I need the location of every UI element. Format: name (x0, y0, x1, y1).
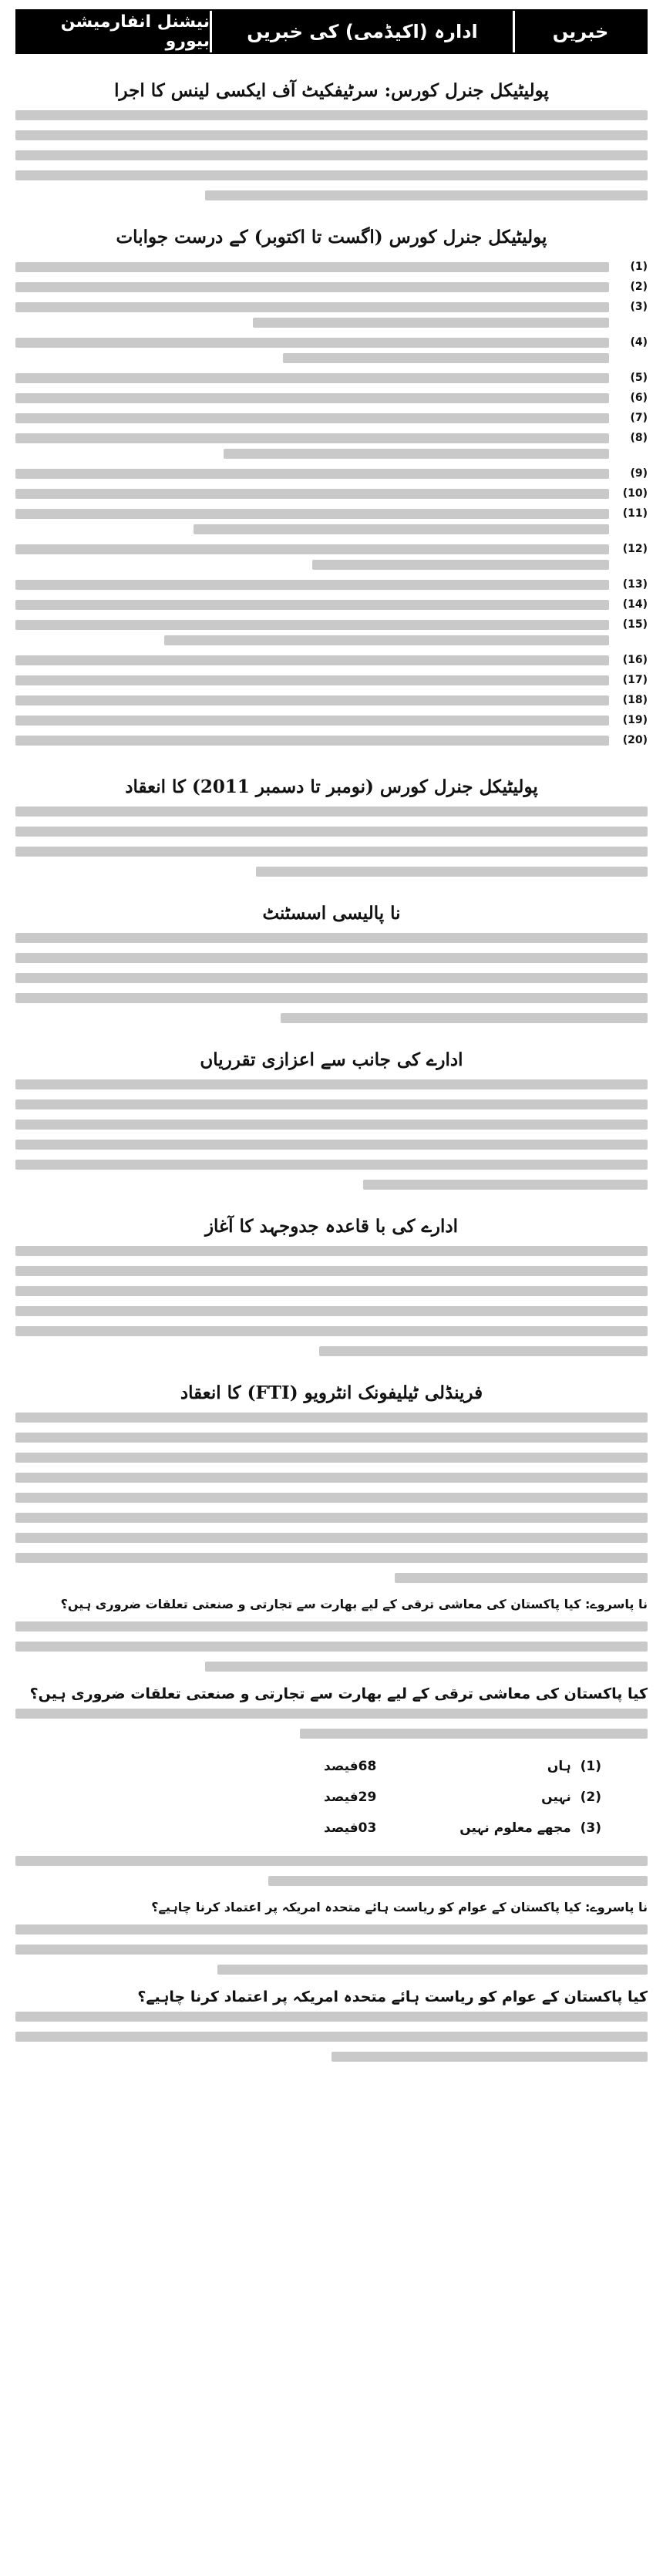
poll-num: (3) (580, 1820, 601, 1836)
text-placeholder (15, 1266, 648, 1276)
list-item: (18) (15, 690, 648, 710)
text-placeholder (194, 524, 609, 534)
text-placeholder (15, 282, 609, 292)
list-item: (1) (15, 257, 648, 277)
header-left-label: نیشنل انفارمیشن بیورو (60, 12, 210, 51)
text-placeholder (15, 1945, 648, 1955)
section-5-body (15, 1079, 648, 1190)
section-8-intro (15, 1621, 648, 1672)
text-placeholder (256, 867, 648, 877)
section-8-after (15, 1856, 648, 1886)
text-placeholder (15, 1621, 648, 1631)
list-item: (19) (15, 710, 648, 730)
text-placeholder (312, 560, 609, 570)
list-item: (7) (15, 408, 648, 428)
text-placeholder (15, 1533, 648, 1543)
text-placeholder (224, 449, 610, 459)
text-placeholder (164, 635, 610, 645)
text-placeholder (15, 302, 609, 312)
list-item: (14) (15, 594, 648, 615)
section-3-body (15, 806, 648, 877)
text-placeholder (15, 1493, 648, 1503)
section-1-body (15, 110, 648, 200)
poll-num: (1) (580, 1759, 601, 1774)
text-placeholder (15, 973, 648, 983)
poll-answer: ہاں (547, 1759, 571, 1774)
poll-results (324, 1751, 601, 1844)
list-item: (8) (15, 428, 648, 463)
text-placeholder (15, 1120, 648, 1130)
poll-value: 03فیصد (324, 1820, 377, 1836)
text-placeholder (15, 2012, 648, 2022)
section-8-mid (15, 1709, 648, 1739)
survey-question-usa: نا پاسروے: کیا پاکستان کے عوام کو ریاست ہائے متحدہ امریکہ پر اعتماد کرنا چاہیے؟ (151, 1900, 648, 1914)
text-placeholder (15, 1453, 648, 1463)
list-item: (15) (15, 615, 648, 650)
header-center-label: ادارہ (اکیڈمی) کی خبریں (210, 11, 513, 52)
poll-row (324, 1782, 601, 1813)
text-placeholder (268, 1876, 648, 1886)
text-placeholder (15, 620, 609, 630)
section-title-fti: فرینڈلی ٹیلیفونک انٹرویو (FTI) کا انعقاد (180, 1382, 483, 1403)
text-placeholder (217, 1965, 648, 1975)
text-placeholder (15, 1326, 648, 1336)
section-title-struggle-start: ادارے کی با قاعدہ جدوجہد کا آغاز (204, 1216, 459, 1237)
text-placeholder (15, 1642, 648, 1652)
list-item: (2) (15, 277, 648, 297)
poll-row (324, 1813, 601, 1844)
text-placeholder (15, 1924, 648, 1935)
text-placeholder (15, 1856, 648, 1866)
section-title-answers: پولیٹیکل جنرل کورس (اگست تا اکتوبر) کے درست جوابات (116, 227, 547, 247)
poll-row (324, 1751, 601, 1782)
text-placeholder (15, 509, 609, 519)
list-item: (13) (15, 574, 648, 594)
text-placeholder (15, 993, 648, 1003)
text-placeholder (15, 716, 609, 726)
section-title-honorary-appointments: ادارے کی جانب سے اعزازی تقرریاں (200, 1049, 463, 1070)
text-placeholder (15, 736, 609, 746)
text-placeholder (15, 393, 609, 403)
text-placeholder (15, 373, 609, 383)
text-placeholder (15, 1413, 648, 1423)
section-title-policy-assistant: نا پالیسی اسسٹنٹ (262, 903, 401, 924)
poll-num: (2) (580, 1790, 601, 1805)
text-placeholder (15, 806, 648, 817)
text-placeholder (205, 1662, 648, 1672)
text-placeholder (15, 675, 609, 685)
text-placeholder (15, 1099, 648, 1110)
survey-question-india: نا پاسروے: کیا پاکستان کی معاشی ترقی کے لیے بھارت سے تجارتی و صنعتی تعلقات ضروری ہیں؟ (60, 1597, 648, 1611)
text-placeholder (15, 655, 609, 665)
list-item: (10) (15, 483, 648, 503)
text-placeholder (363, 1180, 648, 1190)
text-placeholder (15, 338, 609, 348)
text-placeholder (15, 953, 648, 963)
list-item: (12) (15, 539, 648, 574)
poll-answer: مجھے معلوم نہیں (459, 1820, 571, 1836)
text-placeholder (15, 1140, 648, 1150)
text-placeholder (15, 695, 609, 705)
text-placeholder (15, 1709, 648, 1719)
text-placeholder (15, 469, 609, 479)
list-item: (20) (15, 730, 648, 750)
survey-boxed-question-india: کیا پاکستان کی معاشی ترقی کے لیے بھارت سے تجارتی و صنعتی تعلقات ضروری ہیں؟ (29, 1685, 648, 1702)
text-placeholder (15, 489, 609, 499)
text-placeholder (15, 413, 609, 423)
section-7-body (15, 1413, 648, 1583)
text-placeholder (205, 190, 648, 200)
list-item: (17) (15, 670, 648, 690)
list-item: (3) (15, 297, 648, 332)
list-item: (5) (15, 368, 648, 388)
poll-value: 68فیصد (324, 1759, 377, 1774)
section-9-intro (15, 1924, 648, 1975)
text-placeholder (15, 150, 648, 160)
text-placeholder (15, 2032, 648, 2042)
text-placeholder (15, 1286, 648, 1296)
text-placeholder (15, 600, 609, 610)
text-placeholder (15, 1433, 648, 1443)
text-placeholder (15, 544, 609, 554)
text-placeholder (15, 1160, 648, 1170)
list-item: (16) (15, 650, 648, 670)
text-placeholder (15, 1079, 648, 1089)
text-placeholder (15, 933, 648, 943)
list-item: (6) (15, 388, 648, 408)
answers-list (15, 257, 648, 750)
text-placeholder (15, 1473, 648, 1483)
text-placeholder (15, 130, 648, 140)
text-placeholder (332, 2052, 648, 2062)
text-placeholder (15, 1553, 648, 1563)
text-placeholder (300, 1729, 648, 1739)
list-item: (11) (15, 503, 648, 539)
top-header-bar (15, 9, 648, 54)
text-placeholder (281, 1013, 648, 1023)
text-placeholder (15, 827, 648, 837)
section-9-body (15, 2012, 648, 2062)
text-placeholder (15, 170, 648, 180)
section-6-body (15, 1246, 648, 1356)
poll-answer: نہیں (541, 1790, 571, 1805)
list-item: (4) (15, 332, 648, 368)
text-placeholder (15, 262, 609, 272)
section-4-body (15, 933, 648, 1023)
section-title-new-course: پولیٹیکل جنرل کورس (نومبر تا دسمبر 2011) کا انعقاد (125, 776, 538, 797)
text-placeholder (395, 1573, 648, 1583)
list-item: (9) (15, 463, 648, 483)
text-placeholder (15, 1513, 648, 1523)
header-right-label: خبریں (513, 11, 646, 52)
text-placeholder (15, 110, 648, 120)
poll-value: 29فیصد (324, 1790, 377, 1805)
text-placeholder (15, 847, 648, 857)
text-placeholder (319, 1346, 648, 1356)
survey-boxed-question-usa: کیا پاکستان کے عوام کو ریاست ہائے متحدہ امریکہ پر اعتماد کرنا چاہیے؟ (137, 1988, 648, 2005)
text-placeholder (253, 318, 609, 328)
text-placeholder (15, 1306, 648, 1316)
text-placeholder (15, 580, 609, 590)
text-placeholder (15, 433, 609, 443)
text-placeholder (283, 353, 610, 363)
text-placeholder (15, 1246, 648, 1256)
section-title-certificate: پولیٹیکل جنرل کورس: سرٹیفکیٹ آف ایکسی لینس کا اجرا (114, 80, 549, 101)
